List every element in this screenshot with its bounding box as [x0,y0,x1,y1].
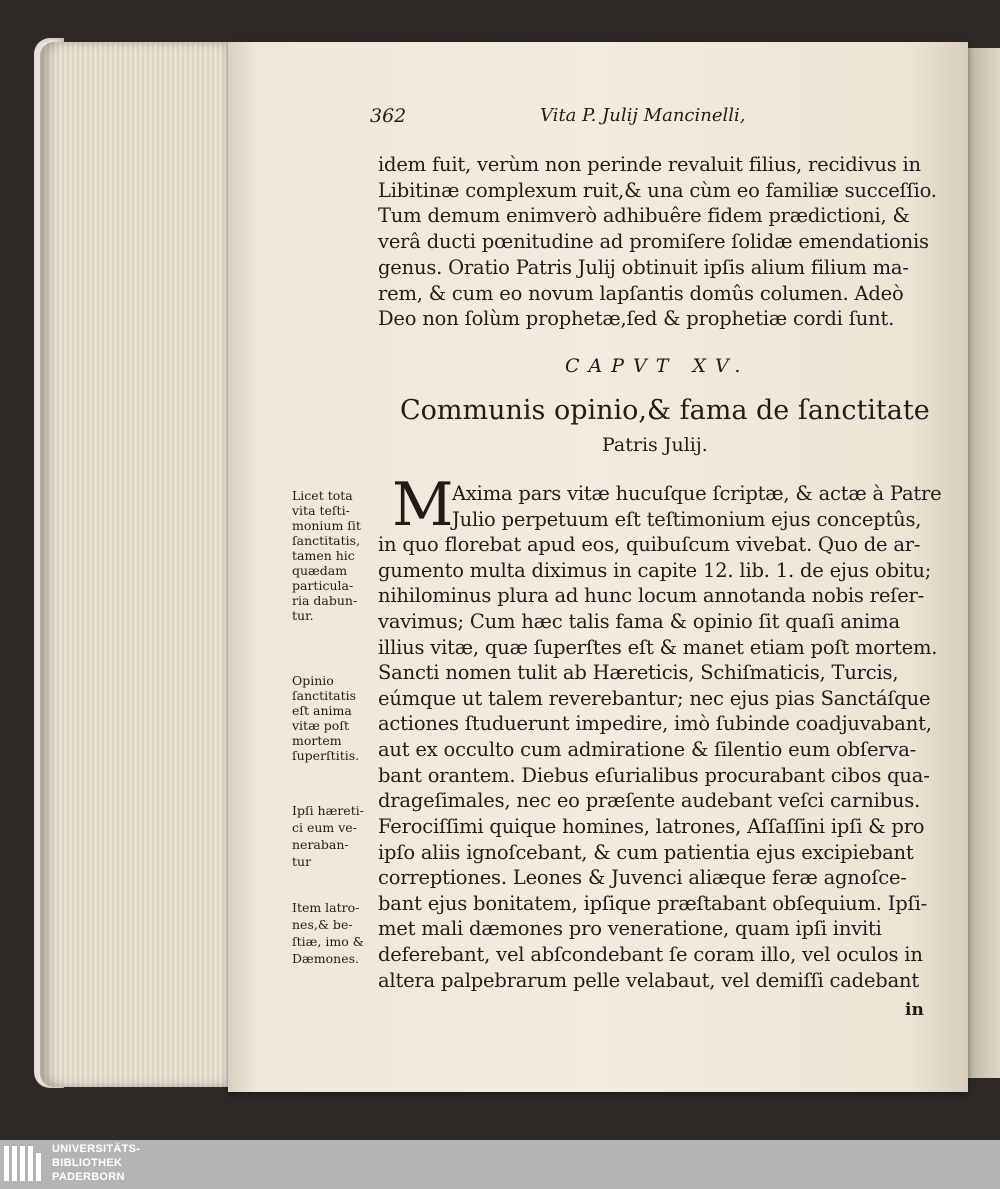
margin-note-line: ci eum ve- [292,820,357,835]
body-line: correptiones. Leones & Juvenci aliæque feræ agnoſce- [378,866,907,889]
library-logo-icon [0,1140,48,1189]
body-line: Axima pars vitæ hucuſque ſcriptæ, & actæ à Patre [452,482,942,505]
body-line: in quo florebat apud eos, quibuſcum vivebat. Quo de ar- [378,533,921,556]
margin-note-line: Opinio [292,673,334,688]
facing-page-edge [968,48,1000,1078]
body-line: vavimus; Cum hæc talis fama & opinio ſit quaſi anima [378,610,900,633]
body-line: bant orantem. Diebus eſurialibus procurabant cibos qua- [378,764,930,787]
top-text-line: genus. Oratio Patris Julij obtinuit ipſis alium filium ma- [378,256,909,279]
body-line: illius vitæ, quæ ſuperſtes eſt & manet etiam poſt mortem. [378,636,938,659]
top-text-line: rem, & cum eo novum lapſantis domûs columen. Adeò [378,282,904,305]
margin-note-line: ſtiæ, imo & [292,934,364,949]
drop-capital: M [392,470,454,540]
top-text-line: Deo non ſolùm prophetæ,ſed & prophetiæ cordi ſunt. [378,307,895,330]
page-number: 362 [370,105,407,127]
margin-note-line: ſanctitatis [292,688,357,703]
margin-note-line: Ipſi hæreti- [292,803,364,818]
margin-note-line: neraban- [292,837,349,852]
body-line: met mali dæmones pro veneratione, quam ipſi inviti [378,917,882,940]
body-line: deferebant, vel abſcondebant ſe coram illo, vel oculos in [378,943,923,966]
body-line: aut ex occulto cum admiratione & ſilentio eum obſerva- [378,738,917,761]
margin-note-line: eſt anima [292,703,352,718]
margin-note-line: Item latro- [292,900,360,915]
margin-note-line: Dæmones. [292,951,359,966]
library-name-line2: BIBLIOTHEK [52,1157,123,1169]
margin-note-line: vitæ poſt [292,718,349,733]
margin-note-line: monium ſit [292,518,361,533]
margin-note-line: Licet tota [292,488,353,503]
top-text-line: idem fuit, verùm non perinde revaluit filius, recidivus in [378,153,921,176]
top-text-line: Tum demum enimverò adhibuêre fidem prædictioni, & [378,204,910,227]
body-line: actiones ſtuduerunt impedire, imò ſubinde coadjuvabant, [378,712,932,735]
top-text-line: Libitinæ complexum ruit,& una cùm eo familiæ succeſſio. [378,179,937,202]
body-line: Ferociſſimi quique homines, latrones, Aſſaſſini ipſi & pro [378,815,925,838]
body-line: drageſimales, nec eo præſente audebant veſci carnibus. [378,789,921,812]
library-name-line1: UNIVERSITÄTS- [52,1143,141,1155]
body-line: gumento multa diximus in capite 12. lib. 1. de ejus obitu; [378,559,932,582]
margin-note-line: tur. [292,608,314,623]
running-head: Vita P. Julij Mancinelli, [540,105,746,126]
margin-note-line: tur [292,854,312,869]
catchword: in [905,1000,924,1020]
margin-note-line: quædam [292,563,348,578]
margin-note-line: tamen hic [292,548,355,563]
body-line: nihilominus plura ad hunc locum annotanda nobis reſer- [378,584,925,607]
margin-note-line: ria dabun- [292,593,358,608]
body-line: eúmque ut talem reverebantur; nec ejus pias Sanctáſque [378,687,931,710]
margin-note-line: mortem [292,733,342,748]
chapter-number: CAPVT XV. [565,355,750,377]
top-text-line: verâ ducti pœnitudine ad promiſere ſolidæ emendationis [378,230,929,253]
margin-note-line: ſuperſtitis. [292,748,360,763]
body-line: bant ejus bonitatem, ipſique præſtabant obſequium. Ipſi- [378,892,927,915]
library-name-line3: PADERBORN [52,1171,125,1183]
body-line: altera palpebrarum pelle velabaut, vel demiſſi cadebant [378,969,919,992]
library-footer [0,1140,1000,1189]
margin-note-line: ſanctitatis, [292,533,361,548]
chapter-title-continued: Patris Julij. [602,434,708,456]
margin-note-line: vita teſti- [292,503,350,518]
body-line: ipſo aliis ignoſcebant, & cum patientia ejus excipiebant [378,841,914,864]
margin-note-line: particula- [292,578,354,593]
body-line: Sancti nomen tulit ab Hæreticis, Schiſmaticis, Turcis, [378,661,899,684]
body-line: Julio perpetuum eſt teſtimonium ejus conceptûs, [452,508,922,531]
chapter-title: Communis opinio,& fama de ſanctitate [400,395,930,426]
page-edges [40,42,235,1087]
margin-note-line: nes,& be- [292,917,353,932]
